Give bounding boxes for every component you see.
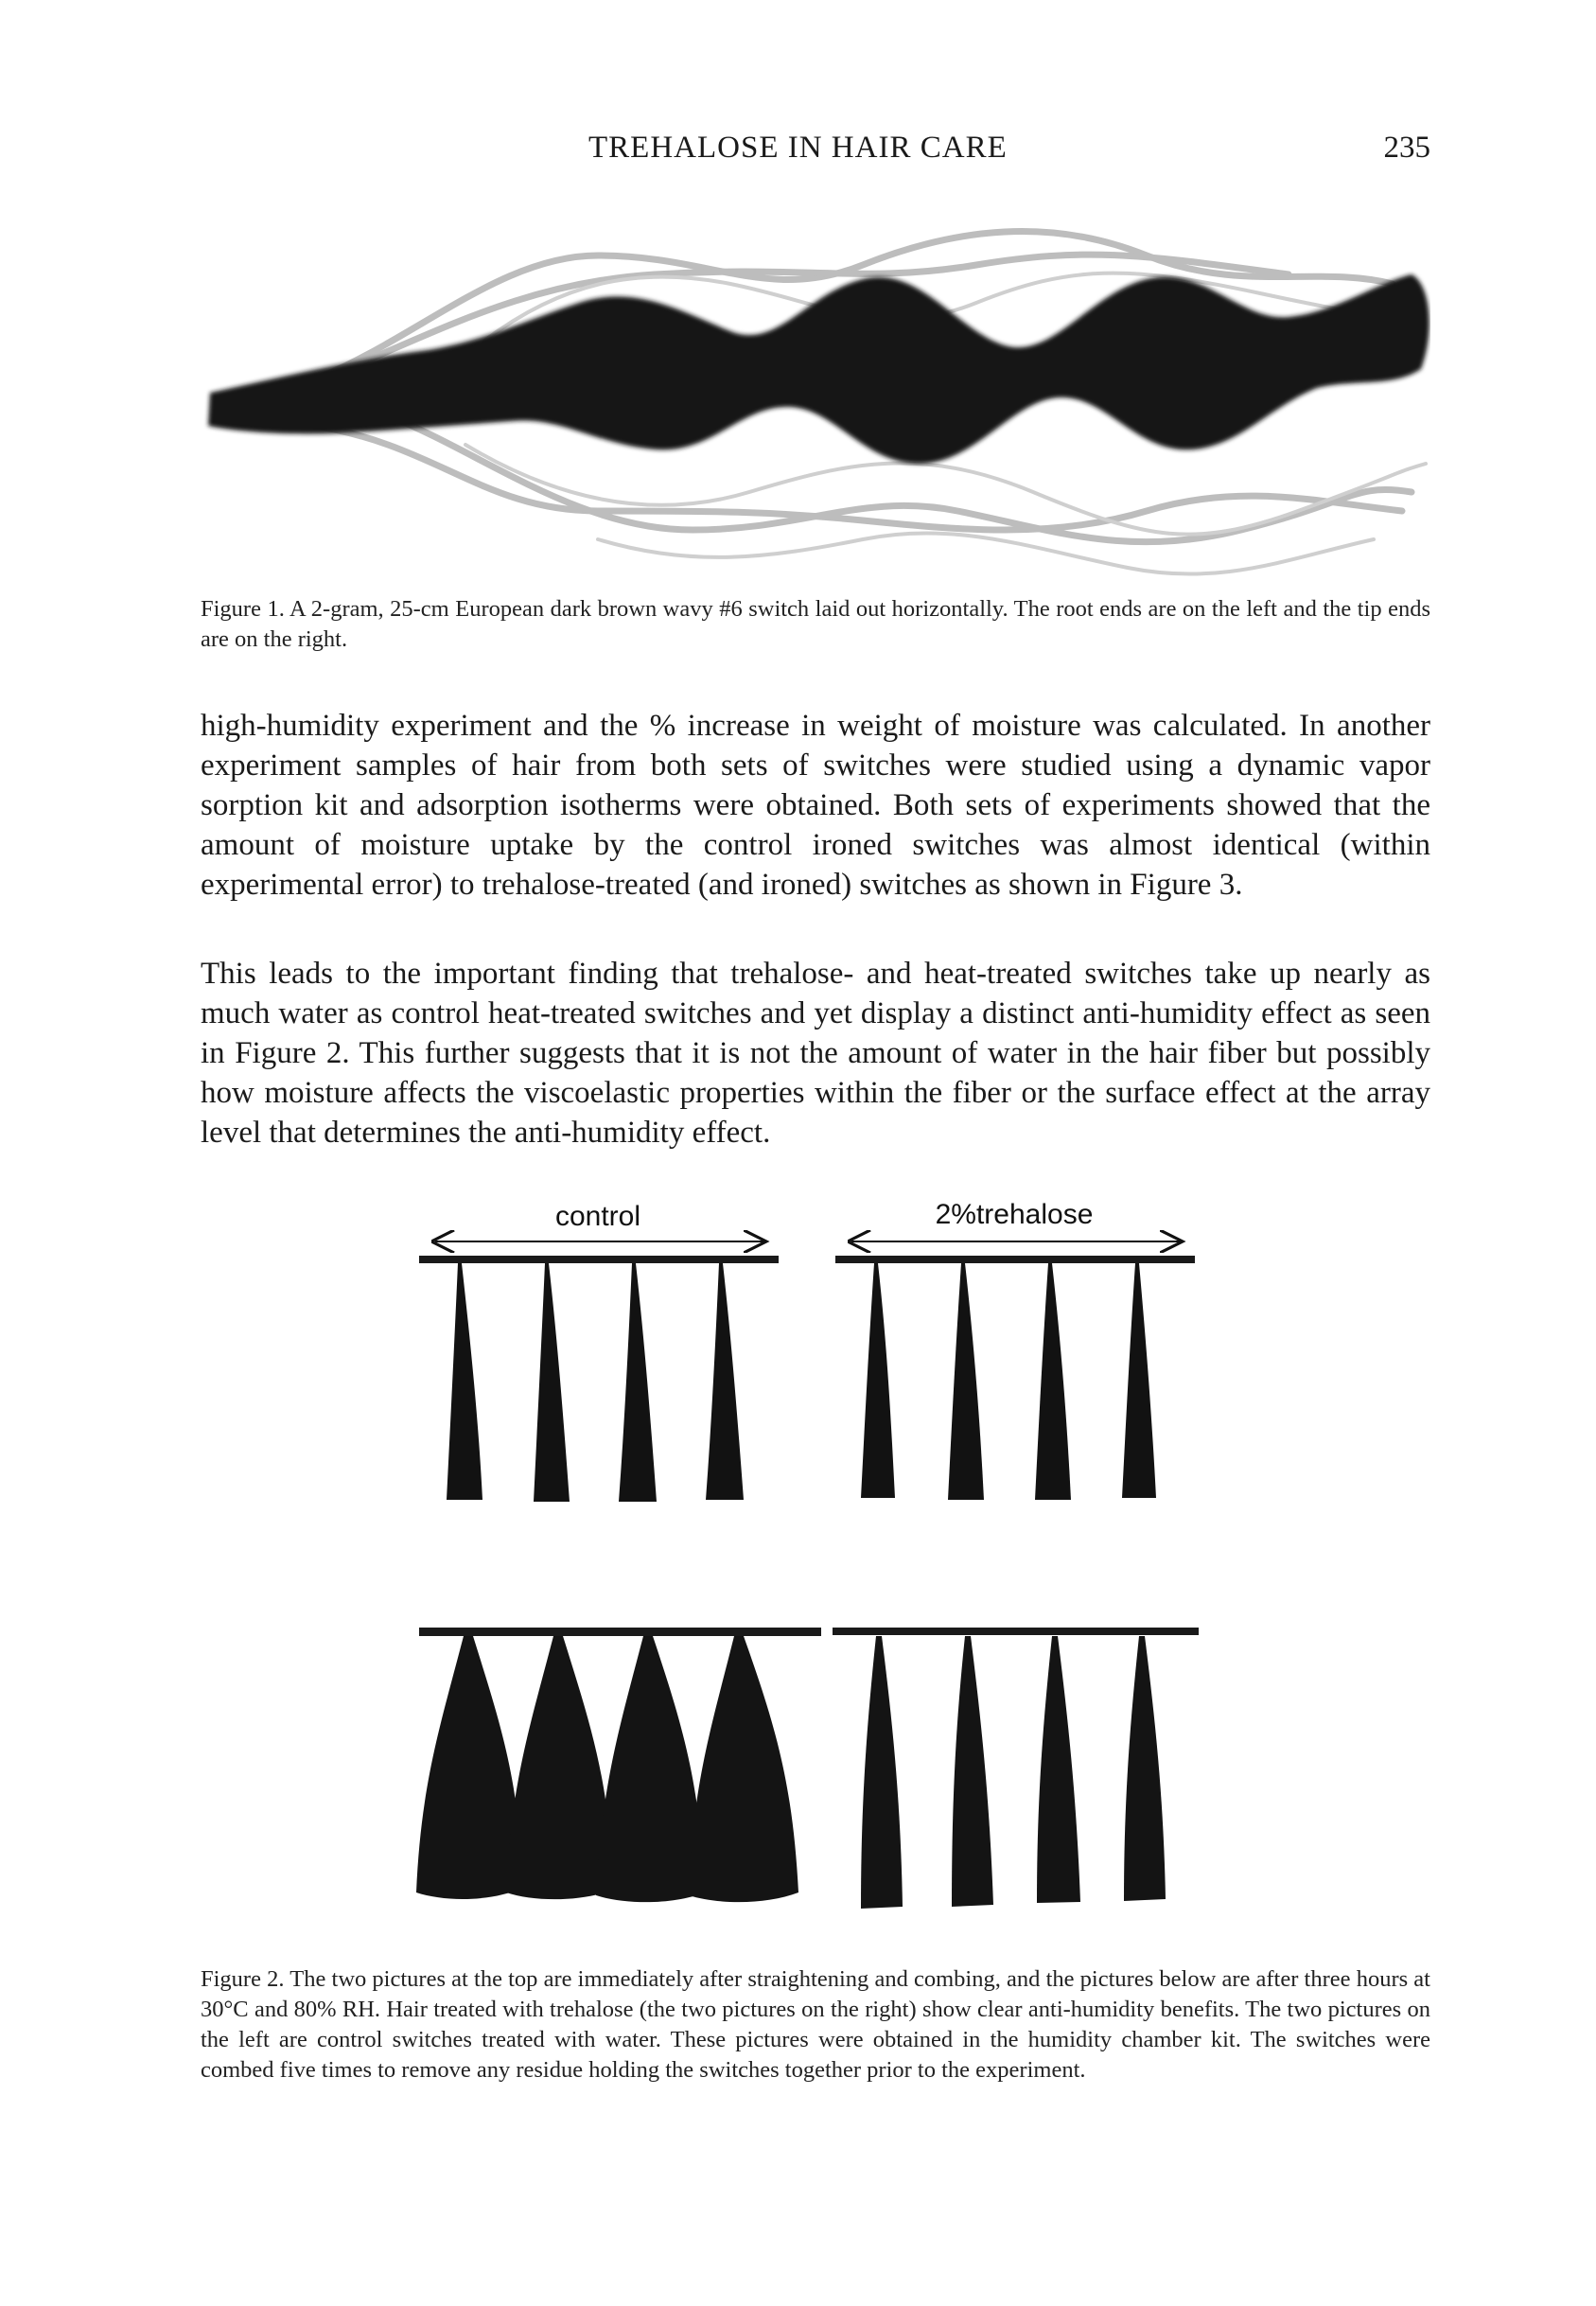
figure-2-switch-comparison — [416, 1197, 1211, 1954]
running-title: TREHALOSE IN HAIR CARE — [588, 131, 1008, 165]
bottom-right-rod — [833, 1628, 1199, 1635]
top-right-switches — [861, 1263, 1156, 1500]
figure-2-label: Figure 2. — [201, 1966, 285, 1992]
running-head — [201, 131, 1430, 168]
figure-1-label: Figure 1. — [201, 596, 285, 622]
page-number: 235 — [1383, 131, 1430, 165]
bottom-right-switches — [861, 1636, 1166, 1909]
figure-2-caption — [201, 1964, 1430, 2086]
trehalose-label: 2%trehalose — [935, 1199, 1094, 1230]
hair-switch-body — [208, 274, 1429, 464]
paragraph-1-text: high-humidity experiment and the % increase in weight of moisture was calculated. In another experiment samples of hair from both sets of switches were studied using a dynamic vapor sorption kit and adsorption isotherms were obtained. Both sets of experiments showed that the amount of moisture uptake by the control ironed switches was almost identical (within experimental error) to trehalose-treated (and ironed) switches as shown in Figure 3. — [201, 709, 1430, 902]
top-left-rod — [419, 1256, 779, 1263]
top-right-rod — [835, 1256, 1195, 1263]
control-label: control — [554, 1201, 641, 1232]
top-left-switches — [447, 1263, 744, 1502]
body-paragraph-2 — [201, 954, 1430, 1153]
bottom-left-switches — [416, 1636, 798, 1902]
paragraph-2-text: This leads to the important finding that trehalose- and heat-treated switches take up nearly as much water as control heat-treated switches and yet display a distinct anti-humidity effect as seen in Figure 2. This further suggests that it is not the amount of water in the hair fiber but possibly how moisture affects the viscoelastic properties within the fiber or the surface effect at the array level that determines the anti-humidity effect. — [201, 957, 1430, 1150]
figure-2-caption-text: The two pictures at the top are immediately after straightening and combing, and the pictures below are after three hours at 30°C and 80% RH. Hair treated with trehalose (the two pictures on the right) show clear anti-humidity benefits. The two pictures on the left are control switches treated with water. These pictures were obtained in the humidity chamber kit. The switches were combed five times to remove any residue holding the switches together prior to the experiment. — [201, 1966, 1430, 2083]
figure-1-caption-text: A 2-gram, 25-cm European dark brown wavy #6 switch laid out horizontally. The root ends are on the left and the tip ends are on the right. — [201, 596, 1430, 652]
body-paragraph-1 — [201, 706, 1430, 905]
bottom-left-rod — [419, 1628, 821, 1636]
figure-1-caption — [201, 594, 1430, 655]
figure-1-hair-switch-image — [201, 227, 1430, 587]
